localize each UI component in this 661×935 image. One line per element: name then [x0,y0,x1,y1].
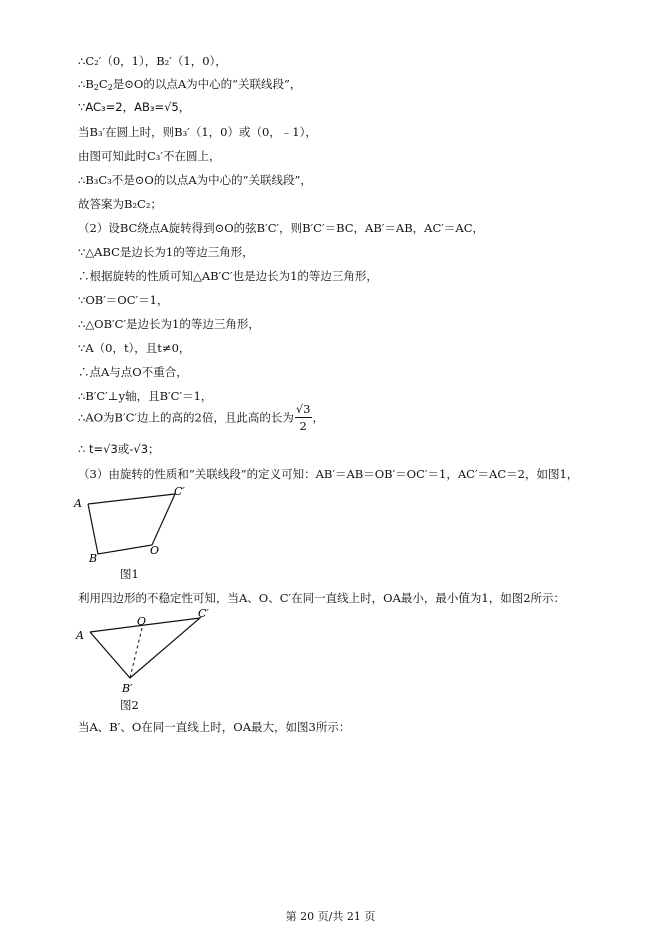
line-17: ∴ t=√3或-√3； [78,442,160,456]
figure-1-label-b: B [89,552,98,562]
figure-1-label-a: A [74,497,82,510]
figure-2-label-c: C′ [198,607,209,620]
line-10: ∴根据旋转的性质可知△AB′C′也是边长为1的等边三角形， [78,269,378,283]
line-2-b: C [98,77,108,91]
line-20: 当A、B′、O在同一直线上时，OA最大，如图3所示： [78,720,351,734]
line-16-end: ， [312,410,324,425]
figure-2-label-a: A [76,629,84,642]
line-2-a: ∴B [78,77,94,91]
page-footer: 第 20 页/共 21 页 [285,910,376,923]
line-1: ∴C₂′（0，1），B₂′（1，0）， [78,54,227,68]
figure-2-caption: 图2 [120,698,139,712]
line-7: 故答案为B₂C₂； [78,197,162,211]
line-19: 利用四边形的不稳定性可知，当A、O、C′在同一直线上时，OA最小，最小值为1，如图2所示： [78,591,566,605]
line-15: ∴B′C′⊥y轴，且B′C′＝1， [78,389,213,403]
line-2: $\therefore B_2C_2$是⊙O的以点A为中心的“关联线段”， [78,77,302,92]
line-5: 由图可知此时C₃′不在圆上， [78,149,221,163]
line-11: ∵OB′＝OC′＝1， [78,293,169,307]
figure-1-label-o: O [150,544,160,557]
line-8: （2）设BC绕点A旋转得到⊙O的弦B′C′，则B′C′＝BC，AB′＝AB，AC′＝AC， [78,221,484,235]
line-18: （3）由旋转的性质和“关联线段”的定义可知：AB′＝AB＝OB′＝OC′＝1，AC′＝AC＝2，如图1， [78,467,579,481]
line-16-a: ∴AO为B′C′边上的高的2倍，且此高的长为 [78,410,294,425]
line-9: ∵△ABC是边长为1的等边三角形， [78,245,254,259]
line-4: 当B₃′在圆上时，则B₃′（1，0）或（0，﹣1）， [78,125,317,139]
line-2-c: 是⊙O的以点A为中心的“关联线段”， [112,77,302,91]
fraction-denominator: 2 [299,419,307,433]
figure-1-caption: 图1 [120,567,139,581]
figure-2 [70,606,220,696]
line-12: ∴△OB′C′是边长为1的等边三角形， [78,317,260,331]
line-3: ∵AC₃=2，AB₃=√5， [78,100,191,114]
figure-1-label-c: C′ [174,485,185,498]
figure-1-quadrilateral [88,494,175,554]
line-16 [78,401,324,434]
figure-2-dashed-segment [130,628,142,678]
fraction-numerator: √3 [295,402,311,416]
figure-2-label-b: B′ [122,682,133,695]
line-13: ∵A（0，t），且t≠0， [78,341,191,355]
figure-1 [70,482,200,562]
line-14: ∴点A与点O不重合， [78,365,188,379]
figure-2-label-o: O [137,615,147,628]
line-6: ∴B₃C₃不是⊙O的以点A为中心的“关联线段”， [78,173,312,187]
